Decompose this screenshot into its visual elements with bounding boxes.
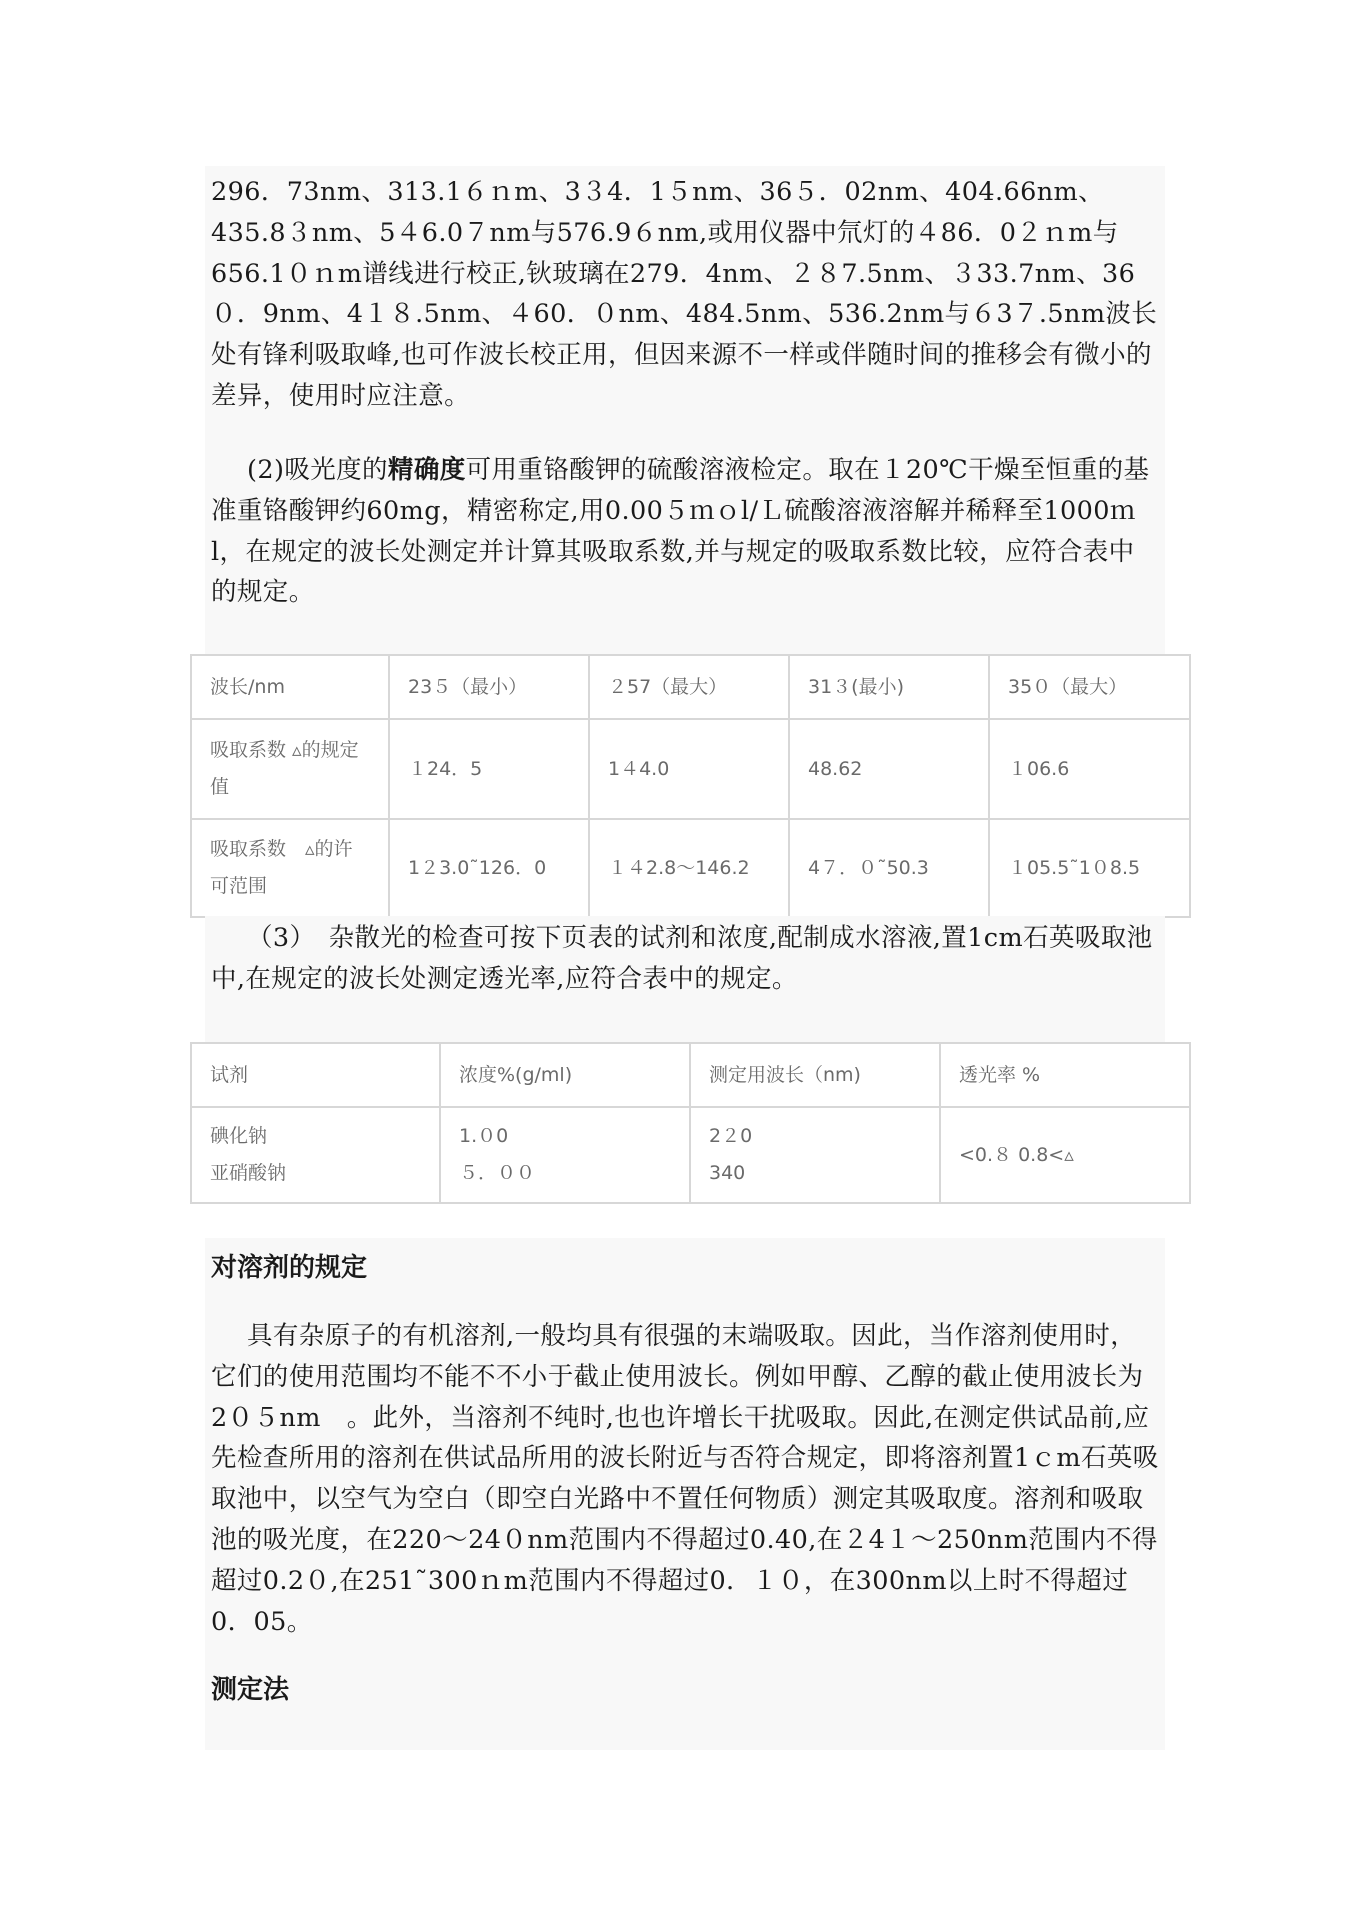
- paragraph-block-2: [205, 416, 1165, 656]
- table-cell: [690, 1107, 940, 1203]
- absorbance-precision-paragraph: [205, 450, 1165, 613]
- solvent-section-heading: 对溶剂的规定: [211, 1253, 368, 1283]
- table-cell: 31３(最小): [789, 655, 989, 719]
- table-cell: １４2.8～146.2: [589, 819, 789, 917]
- solvent-paragraph: 具有杂原子的有机溶剂,一般均具有很强的末端吸取。因此，当作溶剂使用时，它们的使用范围均不能不不小于截止使用波长。例如甲醇、乙醇的截止使用波长为2０５nm 。此外，当溶剂不纯时,也也许增长干扰吸取。因此,在测定供试品前,应先检查所用的溶剂在供试品所用的波长附近与否符合规定，即将溶剂置1ｃm石英吸取池中，以空气为空白（即空白光路中不置任何物质）测定其吸取度。溶剂和吸取池的吸光度，在220～24０nm范围内不得超过0.40,在２4１～250nm范围内不得超过0.2０,在251˜300ｎm范围内不得超过0．１０，在300nm以上时不得超过0．05。: [211, 1321, 1159, 1637]
- table-cell: <0.８ 0.8<▵: [940, 1107, 1190, 1203]
- table-row: [191, 719, 1190, 819]
- table-cell: 吸取系数 ▵的许可范围: [191, 819, 389, 917]
- table-cell: 48.62: [789, 719, 989, 819]
- concentration-value: ５．００: [459, 1162, 536, 1184]
- table-cell: 1４4.0: [589, 719, 789, 819]
- table-row: [191, 819, 1190, 917]
- table-cell: 35０（最大）: [989, 655, 1190, 719]
- table-cell: 吸取系数 ▵的规定值: [191, 719, 389, 819]
- table-cell: ２57（最大）: [589, 655, 789, 719]
- stray-light-paragraph: （3） 杂散光的检查可按下页表的试剂和浓度,配制成水溶液,置1cm石英吸取池中,在规定的波长处测定透光率,应符合表中的规定。: [211, 923, 1153, 994]
- reagent-name: 亚硝酸钠: [210, 1162, 287, 1184]
- table-cell: 测定用波长（nm): [690, 1043, 940, 1107]
- wavelength-value: 340: [709, 1162, 746, 1184]
- table-cell: 波长/nm: [191, 655, 389, 719]
- paragraph-block-1: [205, 166, 1165, 416]
- table-cell: [440, 1107, 690, 1203]
- table-cell: [191, 1107, 440, 1203]
- measurement-method-heading: 测定法: [211, 1675, 290, 1706]
- stray-light-table: [190, 1042, 1191, 1204]
- table-cell: 1２3.0˜126．0: [389, 819, 589, 917]
- table-row: [191, 1107, 1190, 1203]
- wavelength-calibration-paragraph: 296．73nm、313.1６ｎm、3３4．1５nm、36５．02nm、404.66nm、435.8３nm、5４6.0７nm与576.9６nm,或用仪器中氘灯的４86．0２ｎm与656.1０ｎm谱线进行校正,钬玻璃在279．4nm、２８7.5nm、３33.7nm、36０．9nm、4１８.5nm、４60．０nm、484.5nm、536.2nm与６3７.5nm波长处有锋利吸取峰,也可作波长校正用，但因来源不一样或伴随时间的推移会有微小的差异，使用时应注意。: [211, 177, 1158, 411]
- paragraph-block-4: [205, 1238, 1165, 1750]
- table-row: [191, 655, 1190, 719]
- wavelength-value: 2２0: [709, 1125, 753, 1147]
- absorption-coefficient-table: [190, 654, 1191, 918]
- table-cell: １24．5: [389, 719, 589, 819]
- table-cell: 透光率 %: [940, 1043, 1190, 1107]
- table-cell: １05.5˜1０8.5: [989, 819, 1190, 917]
- table-cell: 浓度%(g/ml): [440, 1043, 690, 1107]
- precision-prefix: (2)吸光度的: [247, 455, 388, 485]
- table-cell: 4７．０˜50.3: [789, 819, 989, 917]
- reagent-name: 碘化钠: [210, 1125, 268, 1147]
- concentration-value: 1.０0: [459, 1125, 509, 1147]
- precision-rest: 可用重铬酸钾的硫酸溶液检定。取在１20℃干燥至恒重的基准重铬酸钾约60mg，精密称定,用0.00５ｍｏl/Ｌ硫酸溶液溶解并稀释至1000ｍl，在规定的波长处测定并计算其吸取系数,并与规定的吸取系数比较，应符合表中的规定。: [211, 455, 1150, 608]
- precision-bold-term: 精确度: [387, 455, 466, 485]
- table-cell: 23５（最小）: [389, 655, 589, 719]
- table-cell: １06.6: [989, 719, 1190, 819]
- table-cell: 试剂: [191, 1043, 440, 1107]
- paragraph-block-3: [205, 916, 1165, 1042]
- table-row: [191, 1043, 1190, 1107]
